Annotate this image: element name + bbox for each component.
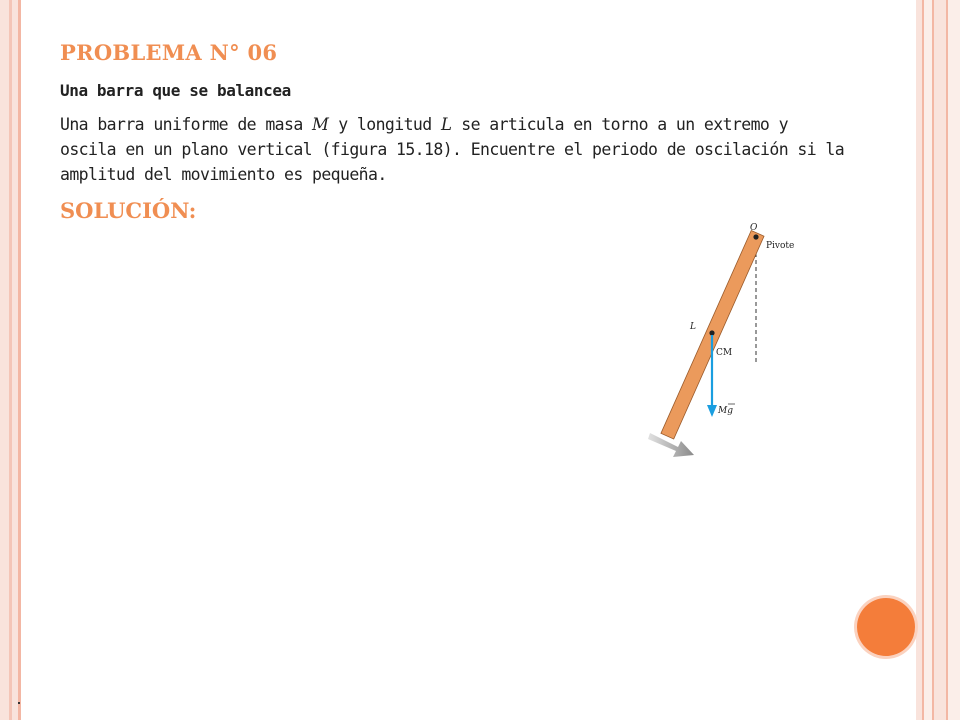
statement-part-2: y longitud (328, 115, 441, 134)
length-symbol: L (440, 115, 452, 134)
solution-heading: SOLUCIÓN: (60, 198, 197, 223)
left-border-line (9, 0, 12, 720)
pivot-label-text: Pivote (766, 241, 795, 251)
pivot-label-o: O (750, 223, 758, 233)
corner-dot (18, 702, 20, 704)
right-border-stripes (916, 0, 960, 720)
slide-title: PROBLEMA N° 06 (60, 40, 278, 65)
length-label: L (690, 322, 696, 332)
mass-symbol: M (312, 115, 329, 134)
cm-label: CM (716, 348, 733, 358)
pendulum-figure (640, 215, 820, 465)
statement-part-3: se articula en torno a un extremo y oscila en un plano vertical (figura 15.18). Encuentre el periodo de oscilación si la amplitud del movimiento es pequeña. (60, 115, 845, 184)
weight-arrow-head (707, 405, 717, 417)
force-label: Mg (718, 406, 733, 416)
pivot-point (753, 234, 758, 239)
problem-subtitle: Una barra que se balancea (60, 81, 291, 100)
orange-circle-decoration (857, 598, 915, 656)
center-of-mass-point (709, 330, 714, 335)
statement-part-1: Una barra uniforme de masa (60, 115, 313, 134)
problem-statement (60, 112, 850, 187)
